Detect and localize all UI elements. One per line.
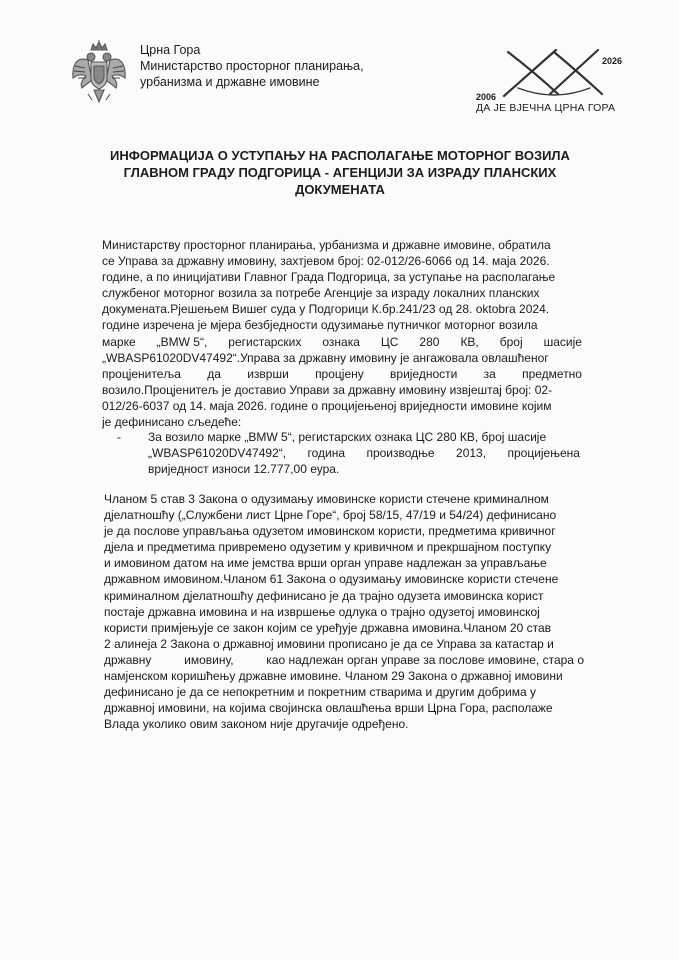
word: да: [207, 366, 221, 381]
word: производње: [366, 446, 435, 461]
word: КВ,: [460, 334, 479, 349]
text-line: Влада уколико овим законом није другачије одређено.: [104, 717, 409, 732]
country-name: Црна Гора: [140, 43, 201, 57]
text-line: дјелатношћу („Службени лист Црне Горе“, број 58/15, 47/19 и 54/24) дефинисано: [104, 508, 557, 523]
text-line: године, а по иницијативи Главног Града Подгорица, за уступање на располагање: [102, 270, 556, 285]
title-line: ИНФОРМАЦИЈА О УСТУПАЊУ НА РАСПОЛАГАЊЕ МОТОРНОГ ВОЗИЛА: [110, 148, 570, 163]
text-line: користи примјењује се закон којим се уређује државна имовина.Чланом 20 став: [104, 620, 552, 635]
word: као надлежан орган управе за послове имовине, стара о: [266, 652, 584, 667]
word: „BMW 5“,: [156, 334, 208, 349]
bullet-marker: -: [117, 430, 121, 444]
ministry-name-line: Министарство просторног планирања,: [140, 59, 364, 73]
text-line: се Управа за државну имовину, захтјевом број: 02-012/26-6066 од 14. маја 2026.: [102, 254, 550, 269]
word: 2013,: [456, 446, 487, 461]
text-line: докумената.Рјешењем Вишег суда у Подгорици К.бр.241/23 од 28. oktobra 2024.: [102, 302, 550, 317]
paragraph-request: [102, 237, 582, 430]
text-line: 2 алинеја 2 Закона о државној имовини прописано је да се Управа за катастар и: [104, 636, 554, 651]
word: предметно: [522, 366, 582, 381]
text-line-justified: [102, 366, 582, 382]
word: ЦС: [380, 334, 399, 349]
text-line: Министарству просторног планирања, урбанизма и државне имовине, обратила: [102, 238, 551, 252]
word: државну: [104, 652, 152, 667]
text-line: и имовином датом на име јемства врши орган управе надлежан за управљање: [104, 556, 547, 571]
word: процјену: [315, 366, 364, 381]
word: шасије: [543, 334, 582, 349]
word: 280: [419, 334, 440, 349]
jubilee-xx-icon: [474, 38, 634, 104]
word: година: [307, 446, 346, 461]
jubilee-year-start: 2006: [476, 92, 497, 102]
title-line: ДОКУМЕНАТА: [295, 182, 385, 197]
word: за: [483, 366, 496, 381]
list-item-text: [148, 429, 580, 477]
text-line: је да послове управљања одузетом имовинском користи, предметима кривичног: [104, 524, 556, 539]
text-line: постаје државна имовина и на извршење одлука о трајно одузетој имовинској: [104, 604, 540, 619]
word: имовину,: [184, 652, 234, 667]
text-line: државној имовини, на којима својинска овлашћења врши Црна Гора, располаже: [104, 701, 553, 716]
paragraph-legal-basis: [104, 491, 584, 732]
word: процијењена: [507, 446, 580, 461]
text-line: године изречена је мјера безбједности одузимање путничког моторног возила: [102, 318, 538, 333]
text-line: „WBASP61020DV47492“.Управа за државну имовину је ангажовала овлашћеног: [102, 350, 549, 365]
document-title: [100, 147, 580, 198]
text-line: криминалном дјелатношћу дефинисано је да трајно одузета имовинска корист: [104, 588, 544, 603]
jubilee-motto: ДА ЈЕ ВЈЕЧНА ЦРНА ГОРА: [476, 102, 616, 114]
word: „WBASP61020DV47492“,: [148, 446, 287, 461]
text-line: За возило марке „BMW 5“, регистарских ознака ЦС 280 КВ, број шасије: [148, 430, 547, 444]
text-line: вриједност износи 12.777,00 еура.: [148, 462, 340, 477]
word: регистарских: [228, 334, 302, 349]
text-line: намјенском коришћењу државне имовине. Чланом 29 Закона о државној имовини: [104, 669, 563, 684]
ministry-name: [140, 42, 364, 90]
text-line: службеног моторног возила за потребе Агенције за израду локалних планских: [102, 286, 540, 301]
ministry-name-line: урбанизма и државне имовине: [140, 75, 320, 89]
text-line: 012/26-6037 од 14. маја 2026. године о процијењеној вриједности имовине којим: [102, 398, 552, 413]
text-line-justified: [104, 652, 584, 668]
word: ознака: [322, 334, 360, 349]
word: број: [499, 334, 523, 349]
text-line: дефинисано је да се непокретним и покретним стварима и другим добрима у: [104, 685, 536, 700]
word: процјенитеља: [102, 366, 181, 381]
text-line-justified: [148, 445, 580, 461]
text-line-justified: [102, 334, 582, 350]
title-line: ГЛАВНОМ ГРАДУ ПОДГОРИЦА - АГЕНЦИЈИ ЗА ИЗРАДУ ПЛАНСКИХ: [123, 165, 557, 180]
jubilee-year-end: 2026: [602, 56, 623, 66]
word: изврши: [247, 366, 289, 381]
text-line: возило.Процјенитељ је доставио Управи за државну имовину извјештај број: 02-: [102, 382, 553, 397]
text-line: дјела и предметима привремено одузетим у кривичном и прекршајном поступку: [104, 540, 552, 555]
coat-of-arms-icon: [70, 40, 128, 108]
text-line: је дефинисано сљедеће:: [102, 415, 242, 430]
text-line: државном имовином.Чланом 61 Закона о одузимању имовинске користи стечене: [104, 572, 559, 587]
word: марке: [102, 334, 136, 349]
text-line: Чланом 5 став 3 Закона о одузимању имовинске користи стечене криминалном: [104, 492, 549, 506]
independence-jubilee-logo: [474, 38, 634, 118]
letterhead: [70, 38, 630, 118]
word: вриједности: [390, 366, 458, 381]
